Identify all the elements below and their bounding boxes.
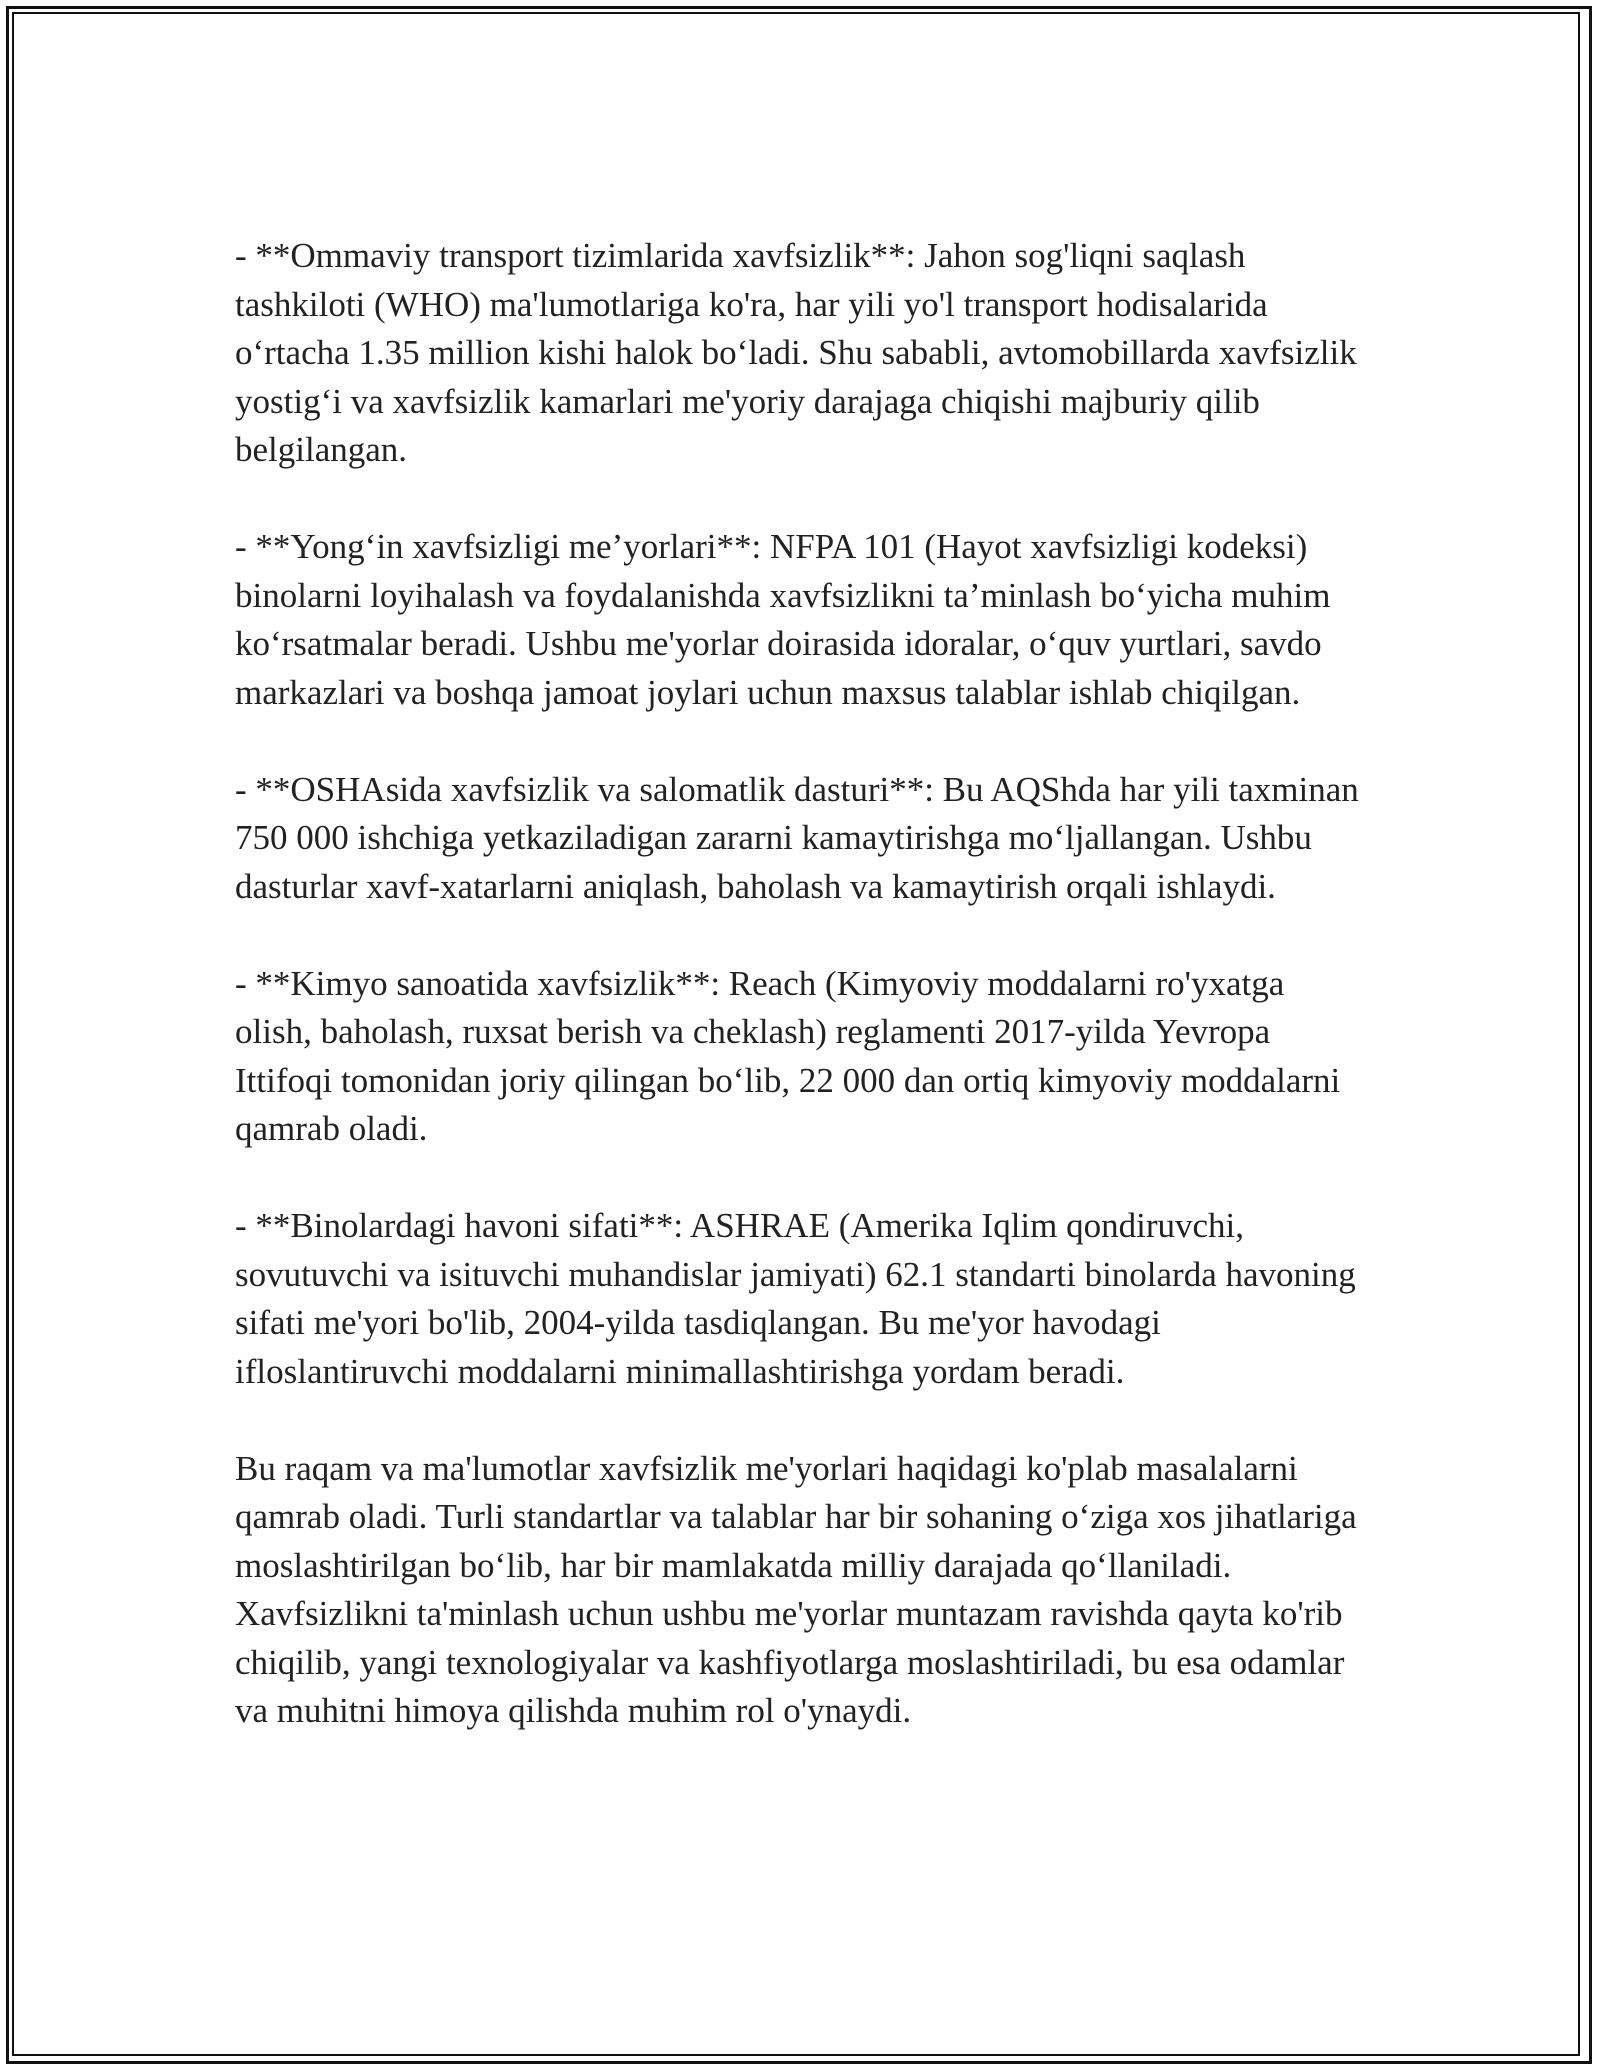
paragraph-conclusion: Bu raqam va ma'lumotlar xavfsizlik me'yorlari haqidagi ko'plab masalalarni qamrab oladi. Turli standartlar va talablar har bir sohaning o‘ziga xos jihatlariga moslashtirilgan bo‘lib, har bir mamlakatda milliy darajada qo‘llaniladi. Xavfsizlikni ta'minlash uchun ushbu me'yorlar muntazam ravishda qayta ko'rib chiqilib, yangi texnologiyalar va kashfiyotlarga moslashtiriladi, bu esa odamlar va muhitni himoya qilishda muhim rol o'ynaydi. (235, 1448, 1357, 1730)
paragraph-indoor-air-quality: - **Binolardagi havoni sifati**: ASHRAE (Amerika Iqlim qondiruvchi, sovutuvchi va isituvchi muhandislar jamiyati) 62.1 standarti binolarda havoning sifati me'yori bo'lib, 2004-yilda tasdiqlangan. Bu me'yor havodagi ifloslantiruvchi moddalarni minimallashtirishga yordam beradi. (235, 1206, 1356, 1391)
paragraph-chemical-industry-safety: - **Kimyo sanoatida xavfsizlik**: Reach (Kimyoviy moddalarni ro'yxatga olish, baholash, ruxsat berish va cheklash) reglamenti 2017-yilda Yevropa Ittifoqi tomonidan joriy qilingan bo‘lib, 22 000 dan ortiq kimyoviy moddalarni qamrab oladi. (235, 963, 1341, 1148)
paragraph-public-transport-safety: - **Ommaviy transport tizimlarida xavfsizlik**: Jahon sog'liqni saqlash tashkiloti (WHO) ma'lumotlariga ko'ra, har yili yo'l transport hodisalarida o‘rtacha 1.35 million kishi halok bo‘ladi. Shu sababli, avtomobillarda xavfsizlik yostig‘i va xavfsizlik kamarlari me'yoriy darajaga chiqishi majburiy qilib belgilangan. (235, 236, 1357, 469)
paragraph-fire-safety-standards: - **Yong‘in xavfsizligi me’yorlari**: NFPA 101 (Hayot xavfsizligi kodeksi) binolarni loyihalash va foydalanishda xavfsizlikni ta’minlash bo‘yicha muhim ko‘rsatmalar beradi. Ushbu me'yorlar doirasida idoralar, o‘quv yurtlari, savdo markazlari va boshqa jamoat joylari uchun maxsus talablar ishlab chiqilgan. (235, 527, 1331, 712)
paragraph-osha-program: - **OSHAsida xavfsizlik va salomatlik dasturi**: Bu AQShda har yili taxminan 750 000 ishchiga yetkaziladigan zararni kamaytirishga mo‘ljallangan. Ushbu dasturlar xavf-xatarlarni aniqlash, baholash va kamaytirish orqali ishlaydi. (235, 769, 1359, 906)
document-body (235, 232, 1365, 1736)
